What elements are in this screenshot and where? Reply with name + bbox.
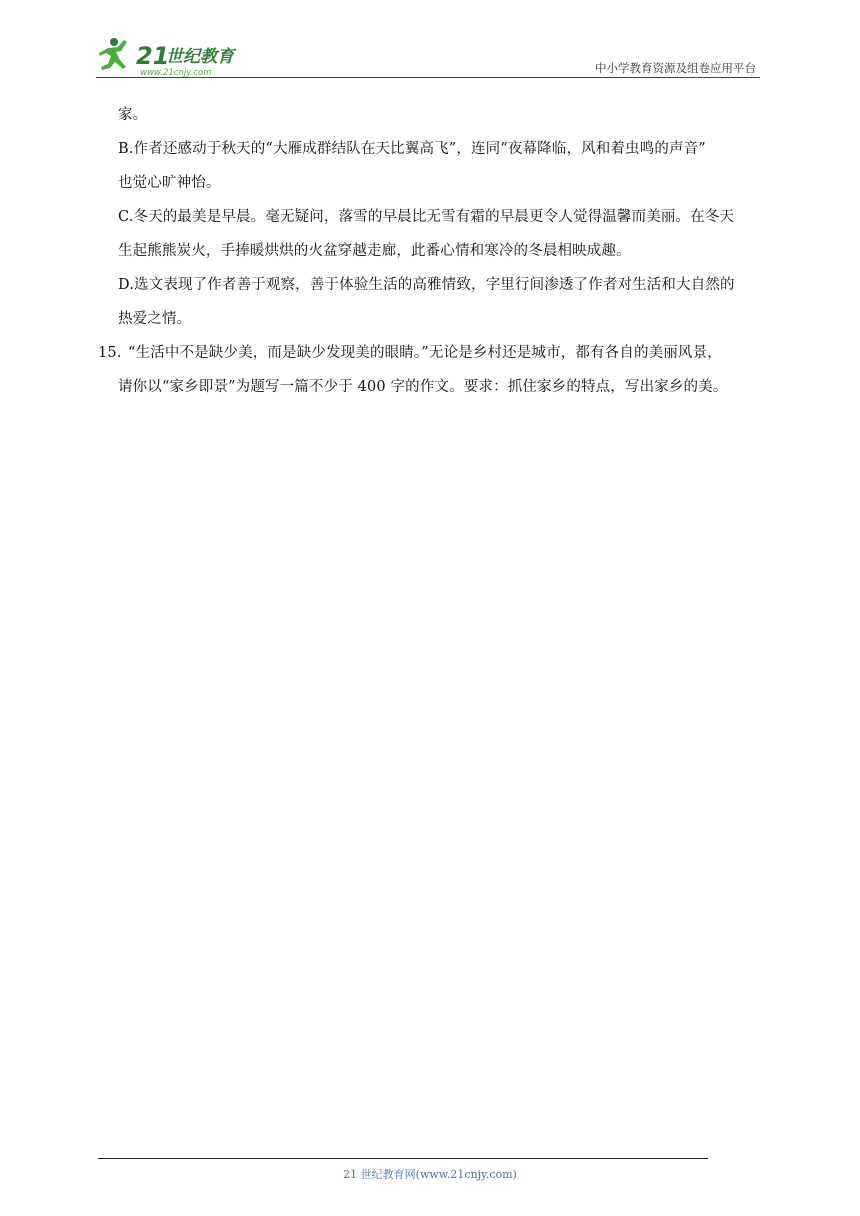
text-line: 家。 xyxy=(118,107,148,123)
question-15-line-1 xyxy=(98,336,763,370)
option-c-line-1: C.冬天的最美是早晨。毫无疑问，落雪的早晨比无雪有霜的早晨更令人觉得温馨而美丽。在冬天 xyxy=(118,209,735,225)
site-logo xyxy=(96,34,266,78)
question-number: 15. xyxy=(98,345,122,361)
header-divider xyxy=(96,77,760,78)
option-b-line-2: 也觉心旷神怡。 xyxy=(118,175,221,191)
logo-url: www.21cnjy.com xyxy=(140,68,212,78)
svg-text:21: 21 xyxy=(136,42,170,70)
option-c-line-2: 生起熊熊炭火，手捧暖烘烘的火盆穿越走廊，此番心情和寒冷的冬晨相映成趣。 xyxy=(118,243,631,259)
footer-divider xyxy=(98,1158,708,1159)
footer-text: 21 世纪教育网(www.21cnjy.com) xyxy=(343,1168,517,1181)
option-d-line-1: D.选文表现了作者善于观察，善于体验生活的高雅情致，字里行间渗透了作者对生活和大自然的 xyxy=(118,277,735,293)
platform-name: 中小学教育资源及组卷应用平台 xyxy=(595,61,756,75)
document-body xyxy=(98,98,763,404)
page-header xyxy=(96,34,760,78)
option-d-line-2: 热爱之情。 xyxy=(118,311,192,327)
question-15-line-2: 请你以“家乡即景”为题写一篇不少于 400 字的作文。要求：抓住家乡的特点，写出家乡的美。 xyxy=(118,379,728,395)
question-15-text: “生活中不是缺少美，而是缺少发现美的眼睛。”无论是乡村还是城市，都有各自的美丽风景， xyxy=(128,345,722,361)
runner-logo-icon xyxy=(96,34,266,78)
option-b-line-1: B.作者还感动于秋天的“大雁成群结队在天比翼高飞”，连同“夜幕降临，风和着虫鸣的声音” xyxy=(118,141,706,157)
logo-title: 世纪教育 xyxy=(166,47,234,67)
